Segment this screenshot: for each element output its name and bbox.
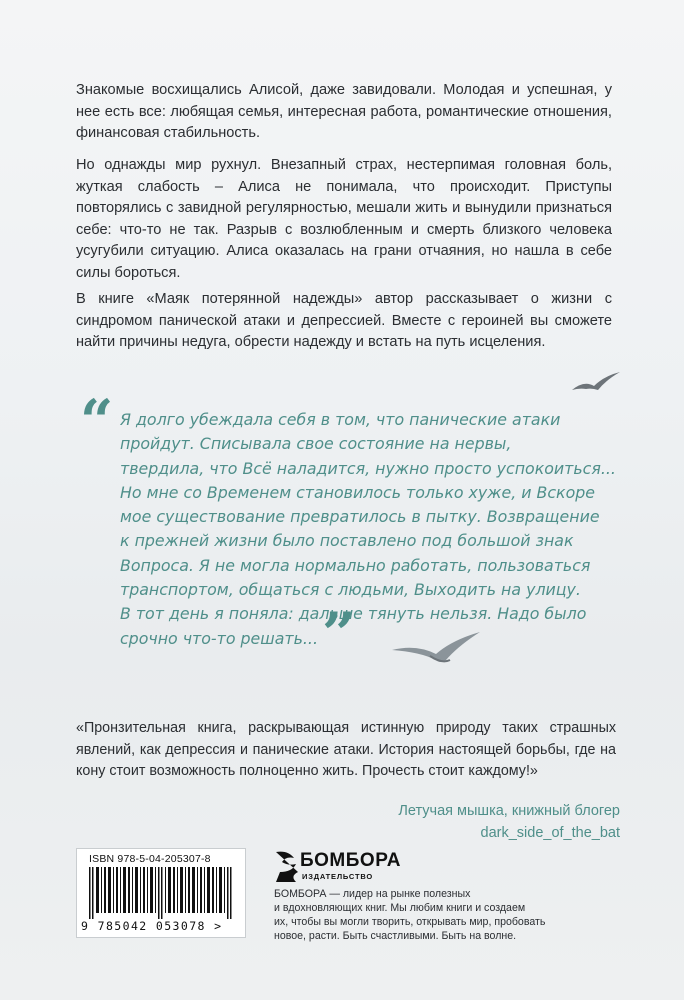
reviewer-name: Летучая мышка, книжный блогер [398,803,620,819]
quote-line: срочно что-то решать... [120,628,318,648]
publisher-description [274,887,554,943]
publisher-description-line: их, чтобы вы могли творить, открывать мир, пробовать [274,916,546,928]
quote-line: В тот день я поняла: дальше тянуть нельзя. Надо было [120,604,587,624]
isbn-barcode-box [76,848,246,938]
quote-line: Вопроса. Я не могла нормально работать, пользоваться [120,555,591,575]
description-paragraph-2: Но однажды мир рухнул. Внезапный страх, нестерпимая головная боль, жуткая слабость – Алиса не понимала, что происходит. Приступы повторялись с завидной регулярностью, мешали жить и вынудили признаться себе: что-то не так. Разрыв с возлюбленным и смерть близкого человека усугубили ситуацию. Алиса оказалась на грани отчаяния, но нашла в себе силы бороться. [76,157,612,281]
description-paragraph-3: В книге «Маяк потерянной надежды» автор рассказывает о жизни с синдромом панической атаки и депрессией. Вместе с героиней вы сможете найти причины недуга, обрести надежду и встать на путь исцеления. [76,291,612,350]
quote-line: Я долго убеждала себя в том, что панические атаки [120,410,561,429]
publisher-name: БОМБОРА [300,850,401,871]
description-paragraph-1: Знакомые восхищались Алисой, даже завидовали. Молодая и успешная, у нее есть все: любящая семья, интересная работа, романтические отношения, финансовая стабильность. [76,82,612,141]
quote-line: транспортом, общаться с людьми, Выходить на улицу. [120,580,581,600]
isbn-digits: 9 785042 053078 > [81,919,223,933]
publisher-description-line: новое, расти. Быть счастливыми. Быть на волне. [274,930,517,942]
publisher-subtitle: ИЗДАТЕЛЬСТВО [302,872,373,881]
quote-line: к прежней жизни было поставлено под большой знак [120,531,574,551]
open-quote-mark: “ [80,387,114,455]
barcode [89,867,233,919]
seagull-icon [570,370,622,396]
review-text: «Пронзительная книга, раскрывающая истинную природу таких страшных явлений, как депрессия и панические атаки. История настоящей борьбы, где на кону стоит возможность полноценно жить. Прочесть стоит каждому!» [76,720,616,779]
reviewer [398,800,620,844]
featured-quote [120,408,620,651]
reviewer-handle: dark_side_of_the_bat [480,825,620,841]
isbn-label: ISBN 978-5-04-205307-8 [89,853,211,865]
publisher-description-line: и вдохновляющих книг. Мы любим книги и создаем [274,902,526,914]
quote-line: твердила, что Всё наладится, нужно просто успокоиться... [120,458,616,478]
close-quote-mark: ” [322,600,356,668]
quote-line: Но мне со Временем становилось только хуже, и Вскоре [120,482,595,502]
quote-line: мое существование превратилось в пытку. Возвращение [120,507,600,527]
quote-line: пройдут. Списывала свое состояние на нервы, [120,434,512,454]
publisher-description-line: БОМБОРА — лидер на рынке полезных [274,888,471,900]
